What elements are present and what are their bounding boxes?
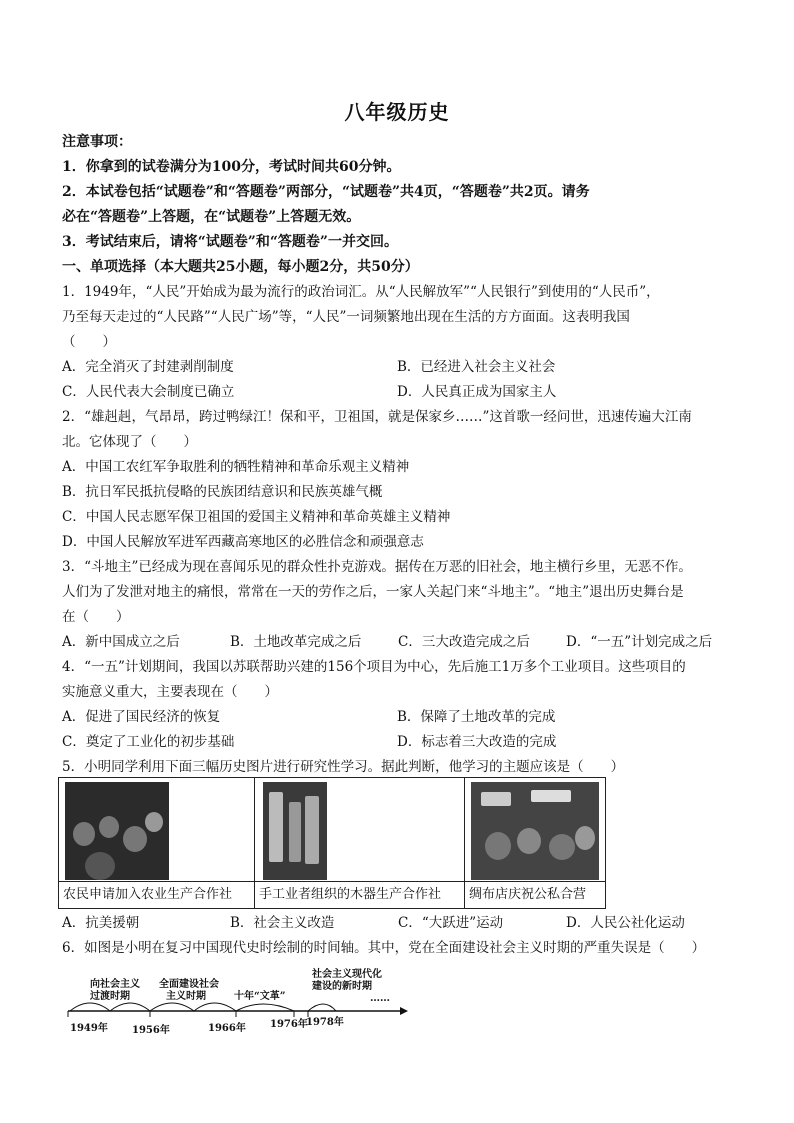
question-1-option-d[interactable]: D．人民真正成为国家主人 bbox=[397, 384, 557, 400]
question-5-option-d[interactable]: D．人民公社化运动 bbox=[566, 915, 685, 931]
photo-cell bbox=[59, 778, 255, 908]
timeline-ellipsis: …… bbox=[370, 993, 390, 1004]
question-2-option-a[interactable]: A．中国工农红军争取胜利的牺牲精神和革命乐观主义精神 bbox=[62, 459, 410, 475]
photo-caption: 绸布店庆祝公私合营 bbox=[465, 881, 605, 908]
timeline-year: 1978年 bbox=[306, 1017, 344, 1028]
timeline-year: 1949年 bbox=[70, 1023, 108, 1034]
handicraft-cooperative-photo bbox=[263, 782, 327, 880]
question-4-option-a[interactable]: A．促进了国民经济的恢复 bbox=[62, 709, 221, 725]
silk-store-celebration-photo bbox=[471, 782, 599, 880]
question-3-option-c[interactable]: C．三大改造完成之后 bbox=[398, 634, 530, 650]
timeline-year: 1976年 bbox=[270, 1019, 308, 1030]
question-3-text: 3．“斗地主”已经成为现在喜闻乐见的群众性扑克游戏。据传在万恶的旧社会，地主横行乡里，无恶不作。 bbox=[62, 559, 692, 575]
question-5-text: 5．小明同学利用下面三幅历史图片进行研究性学习。据此判断，他学习的主题应该是（ ） bbox=[62, 759, 625, 775]
question-2-option-d[interactable]: D．中国人民解放军进军西藏高寒地区的必胜信念和顽强意志 bbox=[62, 534, 424, 550]
notice-heading: 注意事项： bbox=[62, 134, 132, 150]
photo-caption: 手工业者组织的木器生产合作社 bbox=[255, 881, 464, 908]
section-heading: 一、单项选择（本大题共25小题，每小题2分，共50分） bbox=[62, 259, 419, 275]
timeline-year: 1956年 bbox=[132, 1025, 170, 1036]
notice-item: 2．本试卷包括“试题卷”和“答题卷”两部分，“试题卷”共4页，“答题卷”共2页。请务 bbox=[62, 184, 590, 200]
timeline-year: 1966年 bbox=[208, 1023, 246, 1034]
question-3-option-b[interactable]: B．土地改革完成之后 bbox=[230, 634, 362, 650]
question-4-option-b[interactable]: B．保障了土地改革的完成 bbox=[397, 709, 556, 725]
timeline-period-label: 主义时期 bbox=[166, 991, 206, 1002]
timeline-period-label: 向社会主义 bbox=[90, 979, 140, 990]
question-1-text: 乃至每天走过的“人民路”“人民广场”等，“人民”一词频繁地出现在生活的方方面面。这表明我国 bbox=[62, 309, 630, 325]
timeline-period-label: 过渡时期 bbox=[90, 991, 130, 1002]
question-3-option-d[interactable]: D．“一五”计划完成之后 bbox=[566, 634, 713, 650]
question-6-text: 6．如图是小明在复习中国现代史时绘制的时间轴。其中，党在全面建设社会主义时期的严重失误是（ ） bbox=[62, 940, 706, 956]
question-3-text: 在（ ） bbox=[62, 609, 130, 625]
question-1-text: （ ） bbox=[62, 334, 116, 350]
question-1-option-c[interactable]: C．人民代表大会制度已确立 bbox=[62, 384, 235, 400]
question-5-option-b[interactable]: B．社会主义改造 bbox=[230, 915, 335, 931]
question-5-option-a[interactable]: A．抗美援朝 bbox=[62, 915, 140, 931]
question-5-option-c[interactable]: C．“大跃进”运动 bbox=[398, 915, 504, 931]
question-1-option-b[interactable]: B．已经进入社会主义社会 bbox=[397, 359, 556, 375]
notice-item: 1．你拿到的试卷满分为100分，考试时间共60分钟。 bbox=[62, 159, 401, 175]
question-2-text: 北。它体现了（ ） bbox=[62, 434, 197, 450]
question-2-option-b[interactable]: B．抗日军民抵抗侵略的民族团结意识和民族英雄气概 bbox=[62, 484, 383, 500]
photo-cell bbox=[465, 778, 605, 908]
question-4-option-d[interactable]: D．标志着三大改造的完成 bbox=[397, 734, 557, 750]
question-3-option-a[interactable]: A．新中国成立之后 bbox=[62, 634, 180, 650]
question-1-text: 1．1949年，“人民”开始成为最为流行的政治词汇。从“人民解放军”“人民银行”到使用的“人民币”， bbox=[62, 284, 660, 300]
timeline-period-label: 建设的新时期 bbox=[312, 981, 372, 992]
notice-item: 3．考试结束后，请将“试题卷”和“答题卷”一并交回。 bbox=[62, 234, 398, 250]
page-title: 八年级历史 bbox=[344, 100, 450, 124]
question-4-text: 实施意义重大，主要表现在（ ） bbox=[62, 684, 278, 700]
timeline-period-label: 社会主义现代化 bbox=[312, 969, 382, 980]
question-2-text: 2．“雄赳赳，气昂昂，跨过鸭绿江！保和平，卫祖国，就是保家乡……”这首歌一经问世，迅速传遍大江南 bbox=[62, 409, 692, 425]
photo-caption: 农民申请加入农业生产合作社 bbox=[59, 881, 254, 908]
photo-cell bbox=[255, 778, 465, 908]
timeline-period-label: 全面建设社会 bbox=[159, 979, 219, 990]
history-timeline bbox=[62, 965, 422, 1040]
question-3-text: 人们为了发泄对地主的痛恨，常常在一天的劳作之后，一家人关起门来“斗地主”。“地主”退出历史舞台是 bbox=[62, 584, 684, 600]
historical-photo-strip bbox=[58, 777, 606, 909]
question-1-option-a[interactable]: A．完全消灭了封建剥削制度 bbox=[62, 359, 234, 375]
notice-item: 必在“答题卷”上答题，在“试题卷”上答题无效。 bbox=[62, 209, 361, 225]
question-4-option-c[interactable]: C．奠定了工业化的初步基础 bbox=[62, 734, 235, 750]
question-4-text: 4．“一五”计划期间，我国以苏联帮助兴建的156个项目为中心，先后施工1万多个工业项目。这些项目的 bbox=[62, 659, 686, 675]
timeline-period-label: 十年“文革” bbox=[234, 991, 286, 1002]
farmers-cooperative-photo bbox=[65, 782, 169, 880]
question-2-option-c[interactable]: C．中国人民志愿军保卫祖国的爱国主义精神和革命英雄主义精神 bbox=[62, 509, 451, 525]
